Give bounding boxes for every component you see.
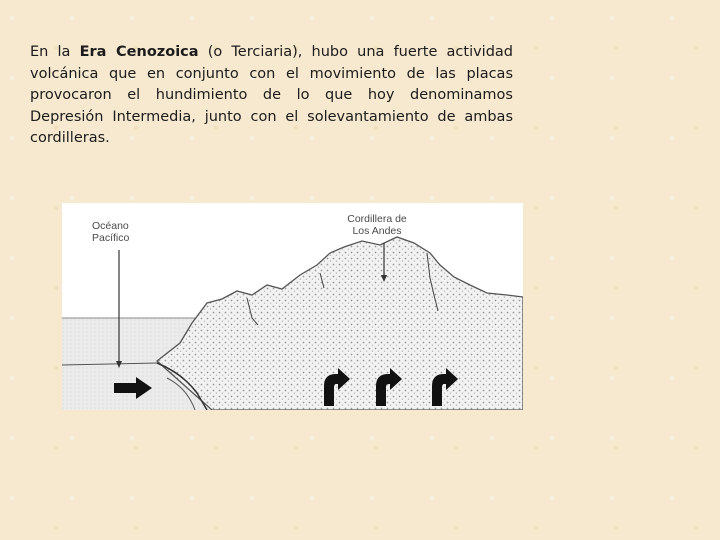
ocean-label	[92, 220, 129, 244]
ocean-label-line-2: Pacífico	[92, 232, 130, 244]
ocean-label-line-1: Océano	[92, 220, 129, 232]
andes-label	[337, 213, 417, 237]
andes-label-line-2: Los Andes	[352, 225, 402, 237]
cross-section-drawing	[62, 203, 523, 410]
paragraph-rest: (o Terciaria), hubo una fuerte actividad volcánica que en conjunto con el movimiento de las placas provocaron el hundimiento de lo que hoy denominamos Depresión Intermedia, junto con el solevantamiento de ambas cordilleras.	[30, 44, 513, 146]
andes-label-line-1: Cordillera de	[347, 213, 407, 225]
era-cenozoica-bold: Era Cenozoica	[79, 44, 199, 60]
paragraph-intro: En la	[30, 44, 80, 60]
andes-cross-section-figure	[62, 203, 523, 410]
slide-paragraph	[30, 42, 513, 150]
